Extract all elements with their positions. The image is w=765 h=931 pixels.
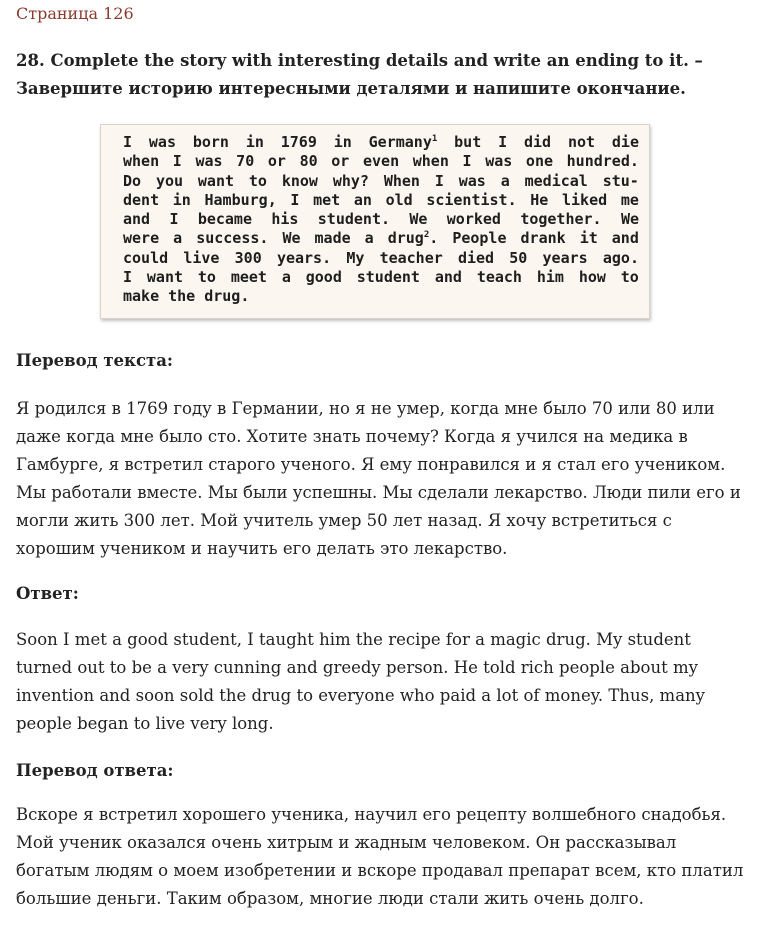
scan-text-line [123, 249, 639, 268]
scan-text-line [123, 172, 639, 191]
scan-word: 50 [509, 248, 528, 267]
scan-word: Do [123, 171, 142, 190]
scan-word: but [454, 133, 482, 151]
scan-word: were [123, 229, 160, 248]
scan-word: a [364, 229, 374, 248]
scan-word: and [434, 268, 462, 287]
scan-word: in [333, 133, 352, 151]
scan-word: to [248, 171, 267, 190]
scan-word: We [620, 210, 639, 229]
scan-word: made [314, 229, 351, 248]
scan-word: was [485, 152, 513, 171]
scan-word: became [197, 210, 252, 229]
scan-text-line [123, 210, 639, 229]
scan-word: I [462, 152, 472, 171]
scan-word: was [148, 133, 176, 151]
scan-word: old [385, 190, 413, 209]
scan-word: We [282, 229, 301, 248]
task-title [16, 47, 741, 103]
scan-word: People [452, 229, 507, 248]
scan-word: a [281, 268, 291, 287]
scan-text-line [123, 191, 639, 210]
scan-word: student [356, 268, 420, 287]
scan-word: good [305, 268, 342, 287]
scan-word: worked [446, 210, 501, 229]
scan-word: 80 [299, 152, 318, 171]
scan-word: a [500, 171, 510, 190]
scan-word: I [498, 133, 508, 151]
task-title-ru: Завершите историю интересными деталями и напишите окончание. [16, 79, 686, 98]
translation-heading: Перевод текста: [16, 351, 174, 370]
scan-word: him [536, 268, 564, 287]
answer-translation-paragraph: Вскоре я встретил хорошего ученика, научил его рецепту волшебного снадобья. Мой ученик оказался очень хитрым и жадным человеком. Он рассказывал богатым людям о моем изобретении и вскоре продавал препарат всем, кто платил большие деньги. Таким образом, многие люди стали жить очень долго. [16, 805, 744, 908]
scan-text-line [123, 133, 639, 152]
scan-word: I [123, 268, 133, 287]
scan-word: years. [276, 248, 332, 267]
scan-word: I [290, 190, 300, 209]
scan-word: even [362, 152, 400, 171]
scan-word: met [313, 190, 341, 209]
scan-word: why? [332, 171, 369, 190]
scan-word: I [169, 210, 179, 229]
scan-word: was [195, 152, 223, 171]
answer-translation-heading: Перевод ответа: [16, 761, 174, 780]
scan-word: an [353, 190, 372, 209]
scan-word: you [155, 171, 184, 190]
scan-word: was [458, 171, 486, 190]
scan-word: hundred. [566, 152, 639, 171]
scan-word: scientist. [426, 190, 517, 209]
scan-word: did [524, 133, 552, 151]
scan-word: student. [317, 210, 391, 229]
scan-word: how [578, 268, 606, 287]
scan-word: drug. [204, 287, 250, 306]
scan-word: know [281, 171, 318, 190]
scan-word: teach [476, 268, 522, 287]
scan-word: 1769 [280, 133, 317, 151]
scan-word: in [172, 190, 191, 209]
scan-text-line [123, 287, 639, 306]
scan-word: make [123, 287, 160, 306]
scan-word: together. [520, 210, 602, 229]
scan-text-line [123, 268, 639, 287]
scan-word: success. [196, 229, 269, 248]
scan-word: one [525, 152, 554, 171]
scan-word: I [172, 152, 182, 171]
scan-word: me [620, 190, 639, 209]
scan-word: in [245, 133, 264, 151]
scan-word: I [123, 133, 133, 151]
scan-word: We [409, 210, 428, 229]
scan-text-line [123, 152, 639, 171]
scan-word: could [123, 248, 169, 267]
scan-word: meet [230, 268, 267, 287]
scan-word: to [620, 268, 639, 287]
scan-word: want [197, 171, 235, 190]
scan-word: a [173, 229, 183, 248]
page-number-link[interactable]: Страница 126 [16, 4, 134, 23]
scan-word: his [271, 210, 299, 229]
scan-word: 70 [236, 152, 255, 171]
scan-word: medical [524, 171, 588, 190]
scan-word: My [346, 248, 365, 267]
scan-word: teacher [379, 248, 443, 267]
scan-word: die [611, 133, 639, 151]
scan-word: ago. [602, 248, 639, 267]
scan-word: drug$^2$. [387, 229, 439, 248]
scan-word: live [183, 248, 220, 267]
scan-word: or [267, 152, 286, 171]
scan-word: When [383, 171, 420, 190]
scan-word: born [192, 133, 229, 151]
scan-word: when [412, 152, 449, 171]
scan-word: 300 [234, 248, 262, 267]
scan-word: liked [562, 190, 608, 209]
scan-word: years [542, 248, 588, 267]
textbook-scan-image [100, 124, 650, 319]
scan-word: stu- [602, 171, 639, 190]
scan-word: drank [520, 229, 566, 248]
scan-text-line [123, 229, 639, 248]
scan-word: not [567, 133, 596, 151]
scan-word: and [611, 229, 639, 248]
scan-word: died [457, 248, 495, 267]
scan-word: I [434, 171, 444, 190]
translation-paragraph: Я родился в 1769 году в Германии, но я не умер, когда мне было 70 или 80 или даже когда мне было сто. Хотите знать почему? Когда я учился на медика в Гамбурге, я встретил старого ученого. Я ему понравился и я стал его учеником. Мы работали вместе. Мы были успешны. Мы сделали лекарство. Люди пили его и могли жить 300 лет. Мой учитель умер 50 лет назад. Я хочу встретиться с хорошим учеником и научить его делать это лекарство. [16, 399, 741, 558]
scan-word: Germany$^1$ [368, 133, 438, 151]
scan-word: He [530, 190, 549, 209]
answer-paragraph: Soon I met a good student, I taught him the recipe for a magic drug. My student turned out to be a very cunning and greedy person. He told rich people about my invention and soon sold the drug to everyone who paid a lot of money. Thus, many people began to live very long. [16, 630, 705, 733]
scan-word: to [197, 268, 216, 287]
scan-word: it [579, 229, 598, 248]
scan-word: want [146, 268, 184, 287]
scan-word: and [123, 210, 151, 229]
scan-word: Hamburg, [204, 190, 277, 209]
scan-word: when [123, 152, 160, 171]
scan-word: or [331, 152, 350, 171]
task-title-en: 28. Complete the story with interesting details and write an ending to it. – [16, 51, 703, 70]
answer-heading: Ответ: [16, 584, 79, 603]
scan-word: dent [123, 190, 160, 209]
scan-word: the [168, 287, 196, 306]
